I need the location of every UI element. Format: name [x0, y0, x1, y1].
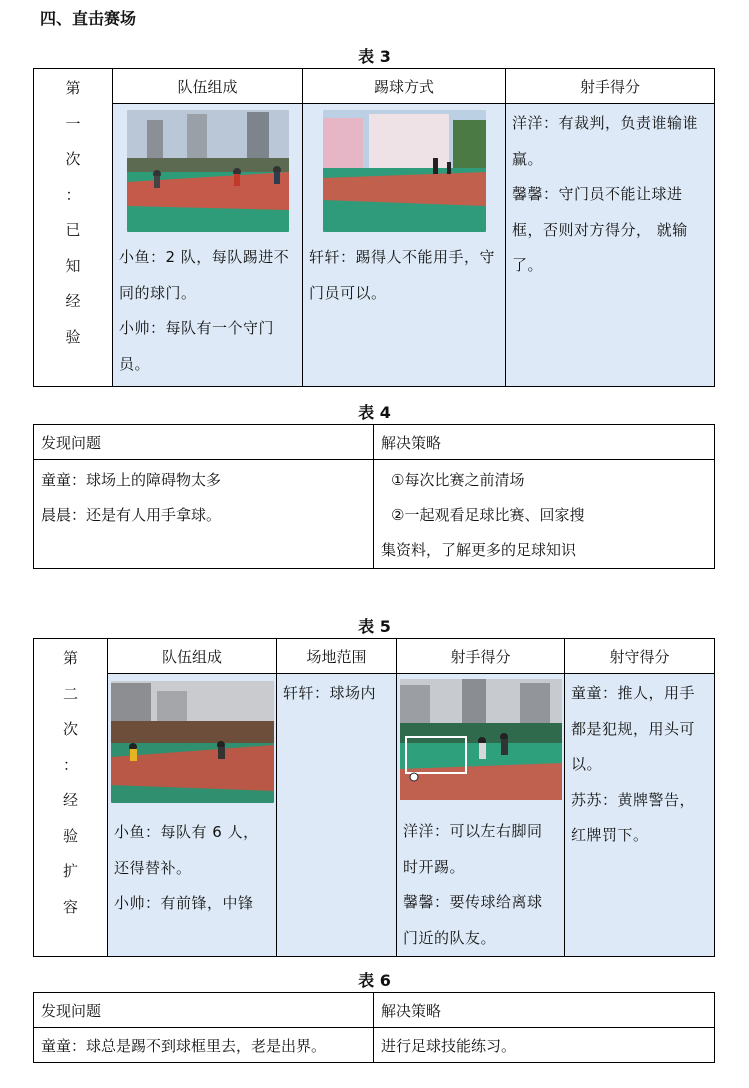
table3-header-team: 队伍组成	[113, 69, 303, 104]
table6	[33, 992, 715, 1063]
goal-kick-photo	[400, 679, 562, 800]
table5-keeper-cell: 童童：推人，用手 都是犯规，用头可 以。 苏苏：黄牌警告， 红牌罚下。	[565, 674, 715, 957]
table3-header-method: 踢球方式	[303, 69, 506, 104]
table5	[33, 638, 715, 957]
section-heading: 四、直击赛场	[40, 9, 137, 28]
table4-strategies: ①每次比赛之前清场 ②一起观看足球比赛、回家搜 集资料，了解更多的足球知识	[374, 460, 715, 569]
school-field-photo	[323, 110, 486, 232]
table5-shooter-cell: 洋洋：可以左右脚同 时开踢。 馨馨：要传球给离球 门近的队友。	[397, 674, 565, 957]
team-match-photo	[111, 681, 274, 803]
table3-method-cell: 轩轩：踢得人不能用手，守 门员可以。	[303, 104, 506, 387]
table5-caption: 表 5	[358, 617, 391, 636]
table5-row-label: 第 二 次 ： 经 验 扩 容	[34, 639, 108, 957]
table6-strategy: 进行足球技能练习。	[374, 1028, 715, 1063]
table6-problem: 童童：球总是踢不到球框里去，老是出界。	[34, 1028, 374, 1063]
table6-caption: 表 6	[358, 971, 391, 990]
table3-caption: 表 3	[358, 47, 391, 66]
table5-header-team: 队伍组成	[108, 639, 277, 674]
table3-header-score: 射手得分	[506, 69, 715, 104]
table4-problems: 童童：球场上的障碍物太多 晨晨：还是有人用手拿球。	[34, 460, 374, 569]
table4	[33, 424, 715, 569]
table5-header-field: 场地范围	[277, 639, 397, 674]
table6-header-strategy: 解决策略	[374, 993, 715, 1028]
table5-header-keeper: 射守得分	[565, 639, 715, 674]
table3-score-cell: 洋洋：有裁判，负责谁输谁 赢。 馨馨：守门员不能让球进 框，否则对方得分， 就输 了。	[506, 104, 715, 387]
table3	[33, 68, 715, 387]
table6-header-problem: 发现问题	[34, 993, 374, 1028]
table5-field-cell: 轩轩：球场内	[277, 674, 397, 957]
table5-team-cell: 小鱼：每队有 6 人， 还得替补。 小帅：有前锋，中锋	[108, 674, 277, 957]
table5-header-shooter: 射手得分	[397, 639, 565, 674]
table4-caption: 表 4	[358, 403, 391, 422]
table3-team-cell: 小鱼：2 队，每队踢进不 同的球门。 小帅：每队有一个守门 员。	[113, 104, 303, 387]
table3-row-label: 第 一 次 ： 已 知 经 验	[34, 69, 113, 387]
kids-playing-photo	[127, 110, 289, 232]
table4-header-problem: 发现问题	[34, 425, 374, 460]
table4-header-strategy: 解决策略	[374, 425, 715, 460]
